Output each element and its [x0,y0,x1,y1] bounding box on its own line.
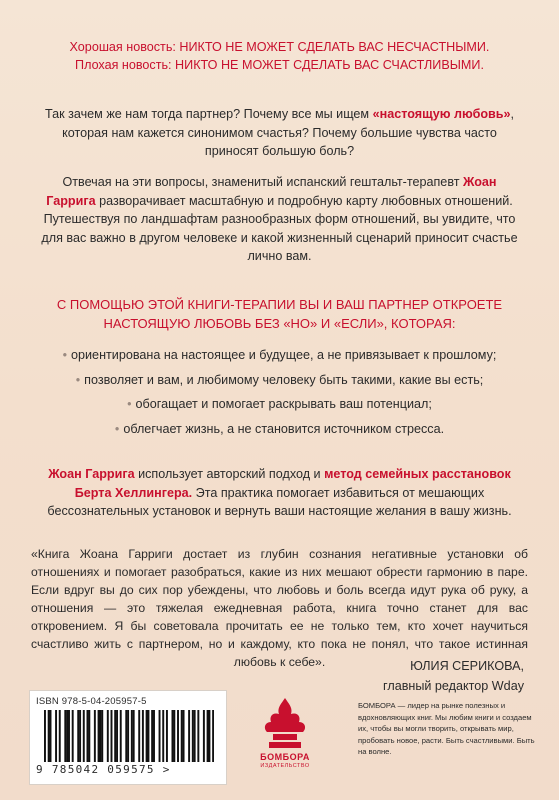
answer-text: Отвечая на эти вопросы, знаменитый испанский гештальт-терапевт [62,175,463,189]
bullet-list [30,343,529,441]
logo-subtitle: ИЗДАТЕЛЬСТВО [260,763,310,769]
list-item: • позволяет и вам, и любимому человеку быть такими, какие вы есть; [75,372,484,387]
barcode-digits: 9 785042 059575 > [36,763,171,776]
question-text-end: , которая нам кажется синонимом счастья? Почему большие чувства часто приносят большую боль? [62,107,515,158]
author-name: Жоан Гаррига [46,175,497,208]
bombora-logo-icon [245,694,325,754]
answer-text-end: разворачивает масштабную и подробную карту любовных отношений. Путешествуя по ландшафтам разнообразных форм отношений, вы увидите, что для вас важно в другом человеке и какой жизненный сценарий приносит счастье лично вам. [41,193,518,263]
barcode-box [29,690,227,785]
quote-text: «Книга Жоана Гарриги достает из глубин сознания негативные установки об отношениях и помогает разобраться, какие из них мешают обрести гармонию в паре. Если вдруг вы до сих пор убеждены, что любовь и боль всегда идут рука об руку, а отношения — это тяжелая ежедневная работа, книга точно станет для вас откровением. Я бы советовала прочитать ее не только тем, кто хочет научиться счастливо жить с партнером, но и каждому, кто пока не понял, что такое истинная любовь к себе». [31,547,528,669]
quote-role: главный редактор Wday [383,679,524,693]
barcode [44,710,214,762]
question-emphasis: «настоящую любовь» [372,107,511,121]
method-text-end: Эта практика помогает избавиться от мешающих бессознательных установок и вернуть ваши настоящие желания в вашу жизнь. [47,485,512,518]
intro-bad: Плохая новость: НИКТО НЕ МОЖЕТ СДЕЛАТЬ ВАС СЧАСТЛИВЫМИ. [75,58,484,72]
list-item: • обогащает и помогает раскрывать ваш потенциал; [127,397,432,411]
isbn: ISBN 978-5-04-205957-5 [36,696,147,707]
method-paragraph [38,465,521,521]
method-author: Жоан Гаррига [48,467,135,481]
method-name: метод семейных расстановок Берта Хеллингера. [74,467,511,500]
question-paragraph [38,105,521,161]
list-item: • ориентирована на настоящее и будущее, а не привязывает к прошлому; [62,348,497,362]
publisher-note: БОМБОРА — лидер на рынке полезных и вдохновляющих книг. Мы любим книги и создаем их, чтобы вы могли творить, открывать мир, пробовать новое, расти. Быть счастливыми. Быть на волне. [358,701,535,756]
headline: С ПОМОЩЬЮ ЭТОЙ КНИГИ-ТЕРАПИИ ВЫ И ВАШ ПАРТНЕР ОТКРОЕТЕ НАСТОЯЩУЮ ЛЮБОВЬ БЕЗ «НО» И «ЕСЛИ», КОТОРАЯ: [56,297,503,331]
intro-good: Хорошая новость: НИКТО НЕ МОЖЕТ СДЕЛАТЬ ВАС НЕСЧАСТНЫМИ. [69,40,490,54]
method-text: использует авторский подход и [134,467,325,481]
quote-signature [383,656,524,696]
question-text: Так зачем же нам тогда партнер? Почему все мы ищем [44,107,373,121]
intro [0,38,559,74]
answer-paragraph [38,173,521,266]
list-item: • облегчает жизнь, а не становится источником стресса. [114,421,445,436]
logo-name: БОМБОРА [260,752,310,762]
quote-name: ЮЛИЯ СЕРИКОВА, [410,659,524,673]
